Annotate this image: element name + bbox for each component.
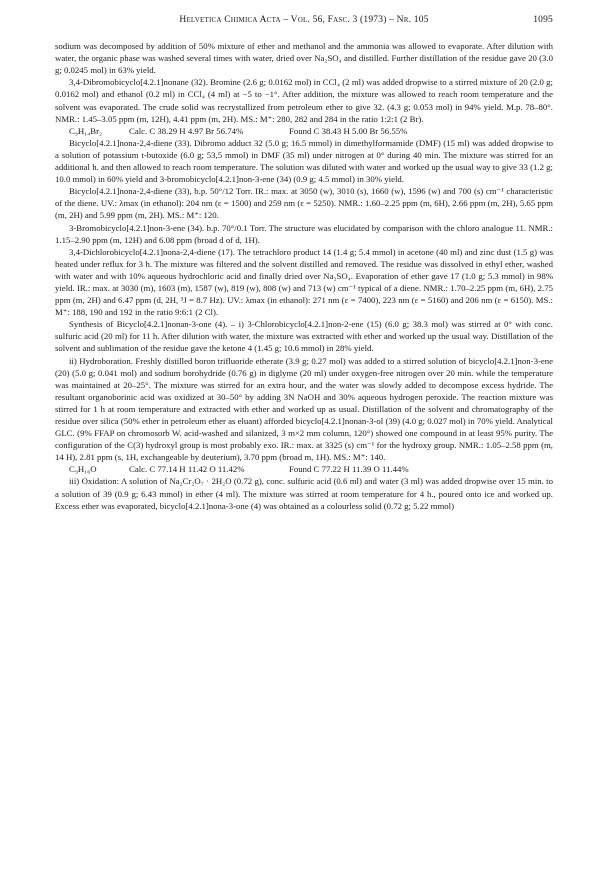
paragraph-hydroboration: ii) Hydroboration. Freshly distilled boron trifluoride etherate (3.9 g; 0.27 mol) was added to a stirred solution of bicyclo[4.2.1]non-3-ene (20) (5.0 g; 0.041 mol) and sodium borohydride (0.76 g) in diglyme (20 ml) under oxygen-free nitrogen over 20 min. while the temperature was maintained at 20–25°. The mixture was stirred for an extra hour, and the water was slowly added to decompose excess hydride. The resultant organoborinic acid was oxidized at 30–50° by adding 3N NaOH and 30% aqueous hydrogen peroxide. The reaction mixture was stirred for 1 h at room temperature and extracted with ether and worked up as usual. Distillation of the solvent and chromatography of the residue over silica (50% ether in petroleum ether as eluant) afforded bicyclo[4.2.1]nonan-3-ol (39) (4.0 g; 0.027 mol) in 70% yield. Analytical GLC. (9% FFAP on chromosorb W. acid-washed and silanized, 3 m×2 mm column, 120°) showed one compound in at least 95% purity. The configuration of the C(3) hydroxyl group is most probably exo. IR.: max. at 3325 (s) cm⁻¹ for the hydroxy group. NMR.: 1.05–2.58 ppm (m, 14 H), 2.81 ppm (s, 1H, exchangeable by deuterium), 3.70 ppm (broad m, 1H). MS.: M⁺: 140.: [55, 355, 553, 463]
calc-values: Calc. C 38.29 H 4.97 Br 56.74%: [129, 125, 244, 136]
paragraph-intro: sodium was decomposed by addition of 50% mixture of ether and methanol and the ammonia was allowed to evaporate. After dilution with water, the organic phase was washed several times with water, dried over Na₂SO₄ and distilled. Further distillation of the residue gave 20 (3.0 g; 0.0245 mol) in 63% yield.: [55, 41, 553, 76]
paragraph-dibromononane: 3,4-Dibromobicyclo[4.2.1]nonane (32). Bromine (2.6 g; 0.0162 mol) in CCl₄ (2 ml) was added dropwise to a stirred mixture of 20 (2.0 g; 0.0162 mol) and ethanol (0.2 ml) in CCl₄ (4 ml) at −5 to −1°. After addition, the mixture was allowed to reach room temperature and the solvent was evaporated. The crude solid was recrystallized from petroleum ether to give 32. (4.3 g; 0.053 mol) in 94% yield. M.p. 78–80°. NMR.: 1.45–3.05 ppm (m, 12H), 4.41 ppm (m, 2H). MS.: M⁺: 280, 282 and 284 in the ratio 1:2:1 (2 Br).: [55, 77, 553, 124]
running-header: [55, 14, 553, 26]
paragraph-oxidation: iii) Oxidation: A solution of Na₂Cr₂O₇ · 2H₂O (0.72 g), conc. sulfuric acid (0.6 ml) and water (3 ml) was added dropwise over 15 min. to a solution of 39 (0.9 g; 6.43 mmol) in ether (4 ml). The mixture was stirred at room temperature for 4 h., poured onto ice and worked up. Excess ether was evaporated, bicyclo[4.2.1]nona-3-one (4) was obtained as a colourless solid (0.72 g; 5.22 mmol): [55, 476, 553, 511]
journal-title: Helvetica Chimica Acta – Vol. 56, Fasc. 3 (1973) – Nr. 105: [179, 15, 429, 25]
found-values: Found C 77.22 H 11.39 O 11.44%: [289, 464, 409, 475]
elemental-analysis-1: [55, 125, 553, 137]
elemental-analysis-2: [55, 463, 553, 475]
paragraph-bromononene: 3-Bromobicyclo[4.2.1]non-3-ene (34). b.p. 70°/0.1 Torr. The structure was elucidated by comparison with the chloro analogue 11. NMR.: 1.15–2.90 ppm (m, 12H) and 6.08 ppm (broad d of d, 1H).: [55, 222, 553, 245]
formula: C₉H₁₆O: [69, 464, 97, 475]
formula: C₉H₁₄Br₂: [69, 125, 103, 136]
found-values: Found C 38.43 H 5.00 Br 56.55%: [289, 125, 408, 136]
paragraph-dichlorodiene: 3,4-Dichlorobicyclo[4.2.1]nona-2,4-diene (17). The tetrachloro product 14 (1.4 g; 5.4 mmol) in acetone (40 ml) and zinc dust (1.5 g) was heated under reflux for 3 h. The mixture was filtered and the solvent distilled and removed. The residue was dissolved in ethyl ether, washed with water and with 10% aqueous hydrochloric acid and finally dried over Na₂SO₄. Evaporation of ether gave 17 (1.0 g; 5.3 mmol) in 98% yield. IR.: max. at 3030 (m), 1603 (m), 1587 (w), 819 (w), 808 (w) and 713 (w) cm⁻¹ typical of a diene. NMR.: 1.70–2.25 ppm (m, 6H), 2.75 ppm (m, 2H) and 6.47 ppm (d, 2H, ³J = 8.7 Hz). UV.: λmax (in ethanol): 271 nm (ε = 7400), 223 nm (ε = 5160) and 206 nm (ε = 6150). MS.: M⁺: 188, 190 and 192 in the ratio 9:6:1 (2 Cl).: [55, 246, 553, 318]
journal-page: [55, 14, 553, 512]
page-number: 1095: [533, 15, 553, 25]
paragraph-synthesis-ketone: Synthesis of Bicyclo[4.2.1]nonan-3-one (4). – i) 3-Chlorobicyclo[4.2.1]non-2-ene (15) (6.0 g; 38.3 mol) was stirred at 0° with conc. sulfuric acid (20 ml) for 11 h. After dilution with water, the mixture was extracted with ether and worked up the usual way. Distillation of the solvent and sublimation of the residue gave the ketone 4 (1.45 g; 10.6 mmol) in 28% yield.: [55, 319, 553, 354]
paragraph-diene-data: Bicyclo[4.2.1]nona-2,4-diene (33), b.p. 50°/12 Torr. IR.: max. at 3050 (w), 3010 (s), 1660 (w), 1596 (w) and 700 (s) cm⁻¹ characteristic of the diene. UV.: λmax (in ethanol): 204 nm (ε = 1500) and 259 nm (ε = 5250). NMR.: 1.60–2.25 ppm (m, 6H), 2.66 ppm (m, 2H), 5.65 ppm (m, 2H) and 5.99 ppm (m, 2H). MS.: M⁺: 120.: [55, 186, 553, 221]
paragraph-diene-synthesis: Bicyclo[4.2.1]nona-2,4-diene (33). Dibromo adduct 32 (5.0 g; 16.5 mmol) in dimethylformamide (DMF) (15 ml) was added dropwise to a solution of potassium t-butoxide (6.0 g; 53,5 mmol) in DMF (35 ml) under nitrogen at 0° during 40 min. The mixture was stirred for an additional h. and then allowed to reach room temperature. The solution was diluted with water and worked up the usual way to give 33 (1.2 g; 10.0 mmol) in 60% yield and 3-bromobicyclo[4.2.1]non-3-ene (34) (0.9 g; 4.5 mmol) in 30% yield.: [55, 137, 553, 185]
calc-values: Calc. C 77.14 H 11.42 O 11.42%: [129, 464, 245, 475]
